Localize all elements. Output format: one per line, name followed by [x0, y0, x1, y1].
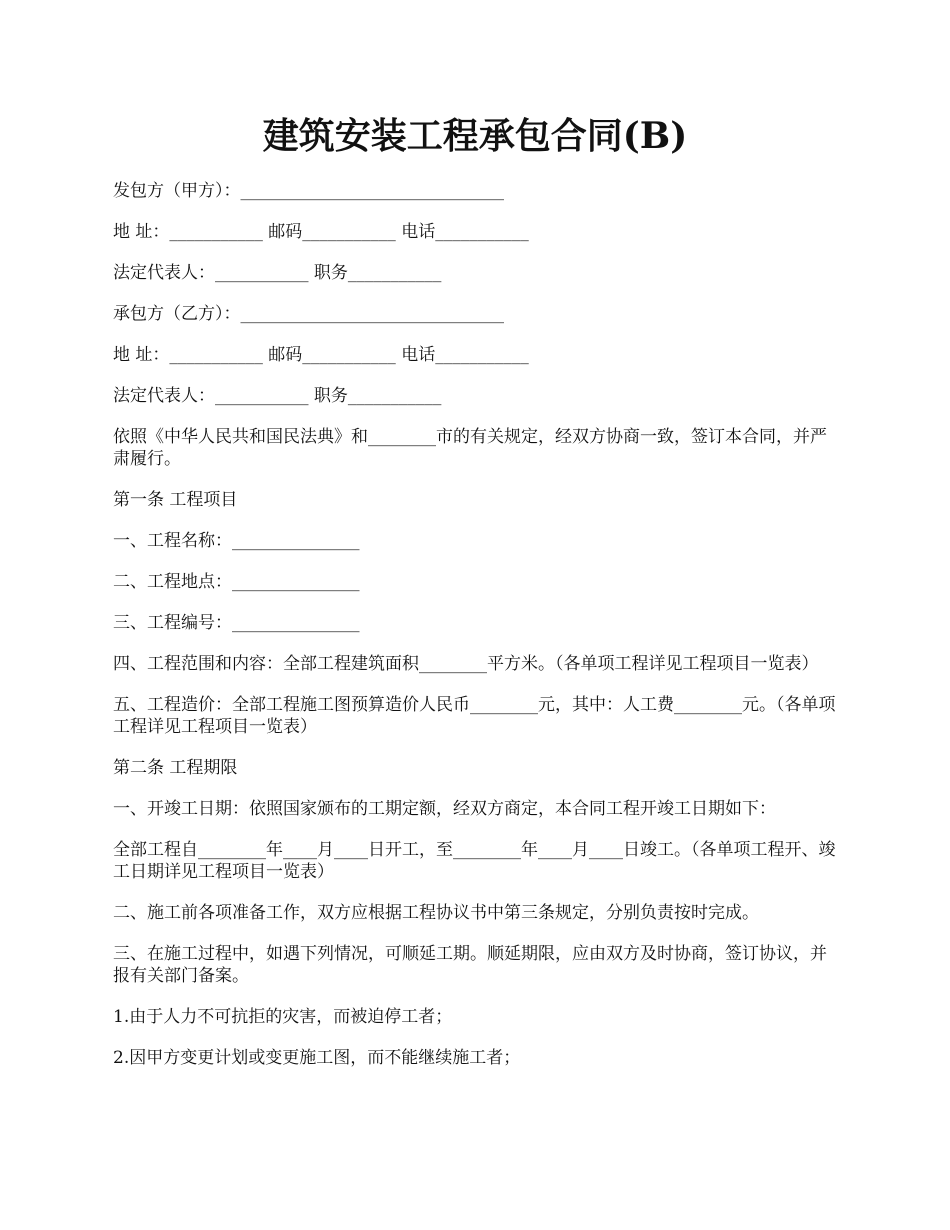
article-1-heading: 第一条 工程项目	[113, 490, 238, 510]
preamble-paragraph: 依照《中华人民共和国民法典》和________市的有关规定，经双方协商一致，签订本合同，并严肃履行。	[113, 427, 827, 469]
document-title: 建筑安装工程承包合同(B)	[262, 115, 688, 157]
project-scope-paragraph: 四、工程范围和内容：全部工程建筑面积________平方米。（各单项工程详见工程项目一览表）	[113, 654, 819, 674]
document-body	[113, 180, 841, 1088]
extension-paragraph: 三、在施工过程中，如遇下列情况，可顺延工期。顺延期限，应由双方及时协商，签订协议，并报有关部门备案。	[113, 944, 827, 986]
article-2-heading: 第二条 工程期限	[113, 758, 238, 778]
project-number-line: 三、工程编号：_______________	[113, 613, 360, 633]
party-b-representative-line: 法定代表人：___________ 职务___________	[113, 386, 442, 406]
party-a-line: 发包方（甲方）：_______________________________	[113, 181, 504, 201]
party-b-line: 承包方（乙方）：_______________________________	[113, 304, 504, 324]
project-cost-paragraph: 五、工程造价：全部工程施工图预算造价人民币________元，其中：人工费________元。（各单项工程详见工程项目一览表）	[113, 695, 836, 737]
preparation-paragraph: 二、施工前各项准备工作，双方应根据工程协议书中第三条规定，分别负责按时完成。	[113, 903, 759, 923]
party-a-representative-line: 法定代表人：___________ 职务___________	[113, 263, 442, 283]
party-b-address-line: 地 址：___________ 邮码___________ 电话___________	[113, 345, 529, 365]
extension-item-2: 2.因甲方变更计划或变更施工图，而不能继续施工者；	[113, 1048, 521, 1068]
project-location-line: 二、工程地点：_______________	[113, 572, 360, 592]
party-a-address-line: 地 址：___________ 邮码___________ 电话___________	[113, 222, 529, 242]
schedule-intro-paragraph: 一、开竣工日期：依照国家颁布的工期定额，经双方商定，本合同工程开竣工日期如下：	[113, 799, 776, 819]
schedule-dates-paragraph: 全部工程自________年____月____日开工，至________年____月____日竣工。（各单项工程开、竣工日期详见工程项目一览表）	[113, 840, 836, 882]
extension-item-1: 1.由于人力不可抗拒的灾害，而被迫停工者；	[113, 1007, 453, 1027]
project-name-line: 一、工程名称：_______________	[113, 531, 360, 551]
